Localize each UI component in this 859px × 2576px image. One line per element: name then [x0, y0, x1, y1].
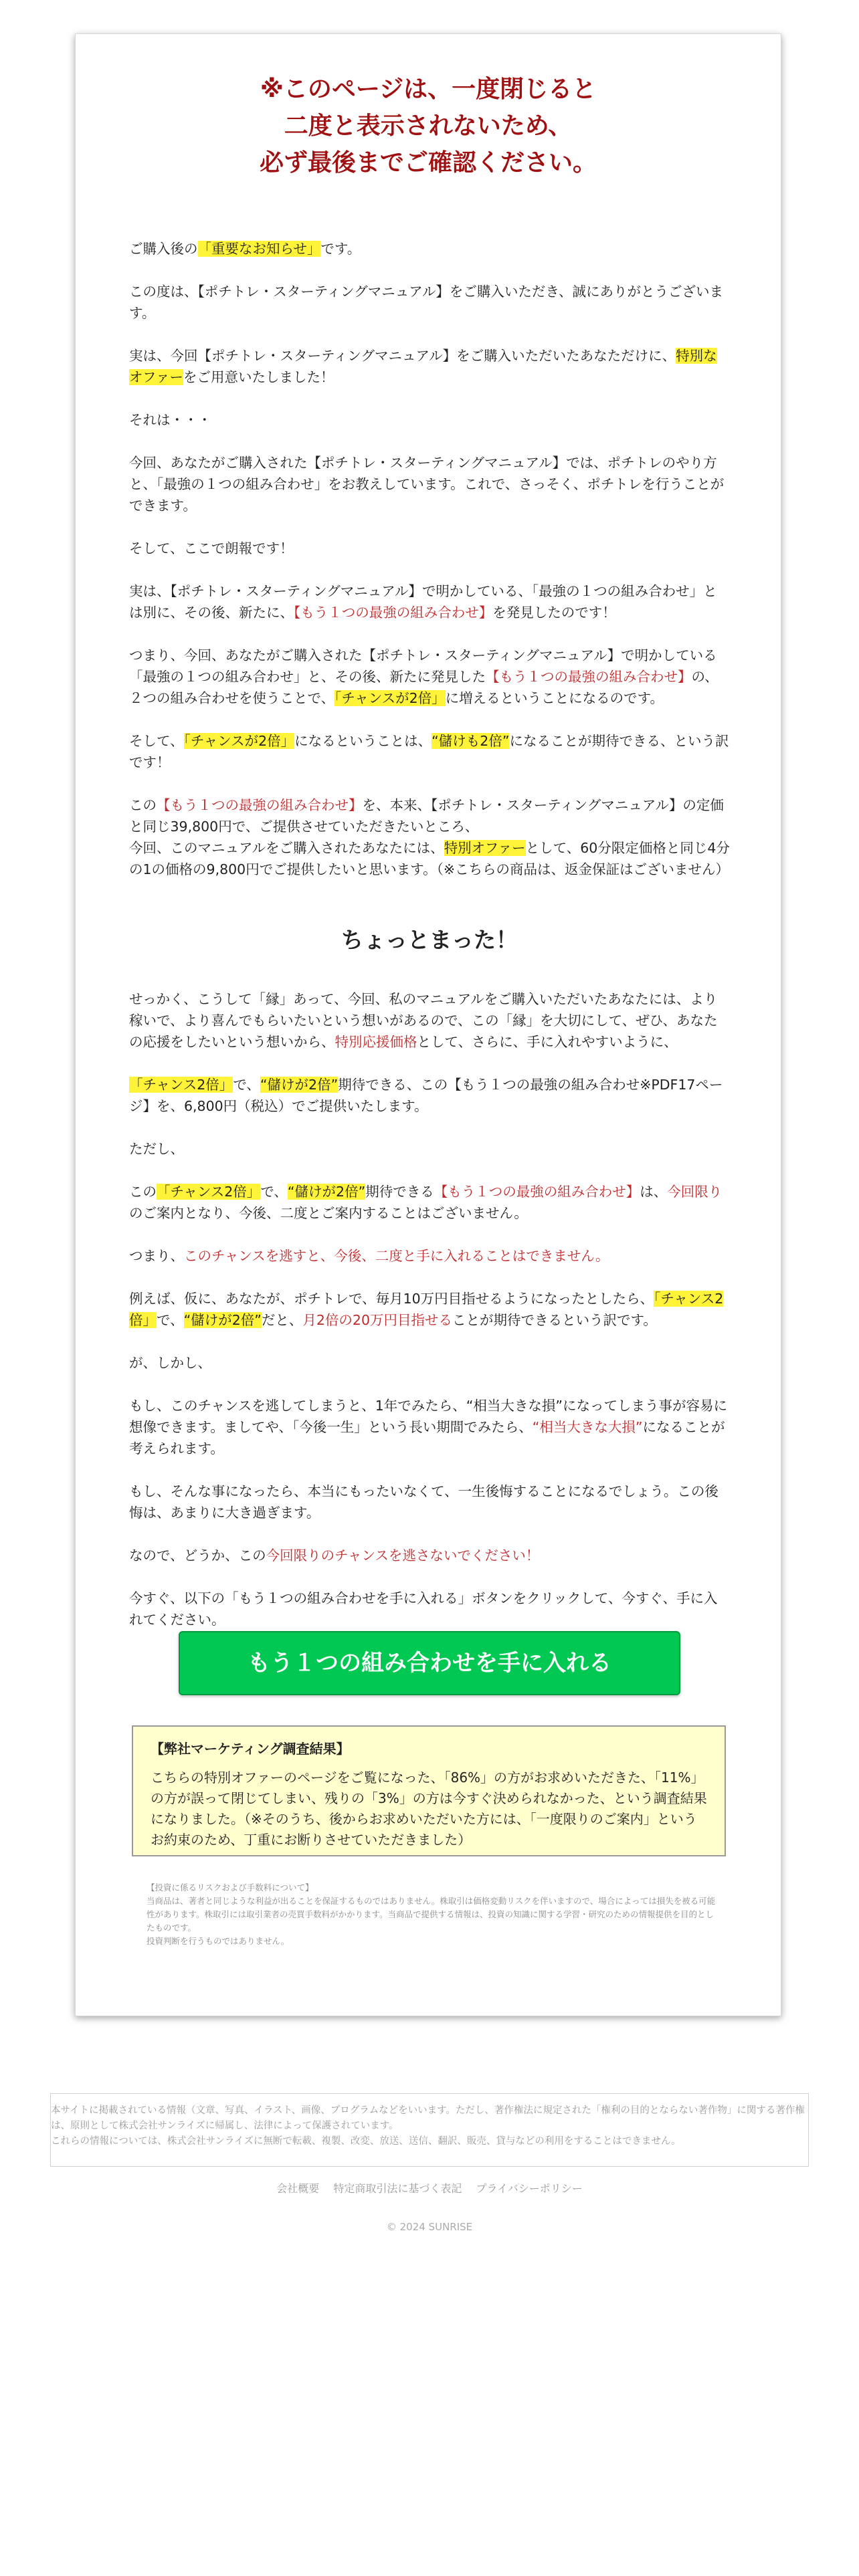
paragraph: つまり、このチャンスを逃すと、今後、二度と手に入れることはできません。: [129, 1248, 609, 1264]
paragraph: 例えば、仮に、あなたが、ポチトレで、毎月10万円目指せるようになったとしたら、「チャンス2倍」で、“儲けが2倍”だと、月2倍の20万円目指せることが期待できるという訳です。: [129, 1291, 724, 1328]
paragraph: もし、そんな事になったら、本当にもったいなくて、一生後悔することになるでしょう。この後悔は、あまりに大き過ぎます。: [129, 1483, 719, 1521]
footer-link-tokusho[interactable]: 特定商取引法に基づく表記: [333, 2182, 462, 2195]
footer-link-company[interactable]: 会社概要: [276, 2182, 320, 2195]
disclaimer-line-2: これらの情報については、株式会社サンライズに無断で転載、複製、改変、放送、送信、翻訳、販売、貸与などの利用をすることはできません。: [51, 2136, 681, 2147]
paragraph: この「チャンス2倍」で、“儲けが2倍”期待できる【もう１つの最強の組み合わせ】は、今回限りのご案内となり、今後、二度とご案内することはございません。: [129, 1184, 723, 1221]
paragraph: 今回、あなたがご購入された【ポチトレ・スターティングマニュアル】では、ポチトレのやり方と、「最強の１つの組み合わせ」をお教えしています。これで、さっそく、ポチトレを行うことができます。: [129, 455, 725, 514]
risk-note: 投資判断を行うものではありません。: [147, 1936, 290, 1946]
survey-title: 【弊社マーケティング調査結果】: [151, 1741, 350, 1757]
paragraph: そして、「チャンスが2倍」になるということは、“儲けも2倍”になることが期待できる、という訳です！: [129, 733, 729, 770]
paragraph: せっかく、こうして「縁」あって、今回、私のマニュアルをご購入いただいたあなたには、より稼いで、より喜んでもらいたいという想いがあるので、この「縁」を大切にして、ぜひ、あなたの応援をしたいという想いから、特別応援価格として、さらに、手に入れやすいように、: [129, 991, 718, 1050]
paragraph: 実は、今回【ポチトレ・スターティングマニュアル】をご購入いただいたあなただけに、特別なオファーをご用意いたしました！: [129, 348, 717, 385]
paragraph: つまり、今回、あなたがご購入された【ポチトレ・スターティングマニュアル】で明かしている「最強の１つの組み合わせ」と、その後、新たに発見した【もう１つの最強の組み合わせ】の、２つの組み合わせを使うことで、「チャンスが2倍」に増えるということになるのです。: [129, 647, 719, 706]
paragraph: ただし、: [129, 1141, 184, 1157]
section-subheading: ちょっとまった！: [341, 927, 518, 953]
risk-body: 当商品は、著者と同じような利益が出ることを保証するものではありません。株取引は価格変動リスクを伴いますので、場合によっては損失を被る可能性があります。株取引には取引業者の売買手数料がかかります。当商品で提供する情報は、投資の知識に関する学習・研究のための情報提供を目的としたものです。: [147, 1896, 716, 1933]
survey-body: こちらの特別オファーのページをご覧になった、「86%」の方がお求めいただきた、「11%」の方が誤って閉じてしまい、残りの「3%」の方は今すぐ決められなかった、という調査結果になりました。（※そのうち、後からお求めいただいた方には、「一度限りのご案内」というお約束のため、丁重にお断りさせていただきました）: [151, 1769, 707, 1848]
paragraph: ご購入後の「重要なお知らせ」です。: [129, 241, 361, 257]
sales-letter-card: [75, 33, 781, 2016]
headline-line-1: ※このページは、一度閉じると: [260, 76, 597, 103]
copyright-disclaimer: [50, 2093, 809, 2167]
paragraph: 「チャンス2倍」で、“儲けが2倍”期待できる、この【もう１つの最強の組み合わせ※PDF17ページ】を、6,800円（税込）でご提供いたします。: [129, 1077, 723, 1114]
paragraph: そして、ここで朗報です！: [129, 540, 294, 556]
buy-combination-button[interactable]: もう１つの組み合わせを手に入れる: [179, 1631, 680, 1695]
letter-body-part-1: [129, 238, 730, 901]
paragraph: もし、このチャンスを逃してしまうと、1年でみたら、“相当大きな損”になってしまう事が容易に想像できます。ましてや、「今後一生」という長い期間でみたら、“相当大きな大損”になることが考えられます。: [129, 1398, 728, 1457]
headline-line-3: 必ず最後までご確認ください。: [259, 149, 597, 177]
marketing-survey-box: [132, 1725, 726, 1856]
letter-body-part-2: [129, 920, 730, 1652]
paragraph: それは・・・: [129, 412, 211, 428]
paragraph: 実は、【ポチトレ・スターティングマニュアル】で明かしている、「最強の１つの組み合わせ」とは別に、その後、新たに、【もう１つの最強の組み合わせ】を発見したのです！: [129, 583, 717, 621]
paragraph: この度は、【ポチトレ・スターティングマニュアル】をご購入いただき、誠にありがとうございます。: [129, 284, 724, 321]
copyright-text: © 2024 SUNRISE: [386, 2221, 473, 2233]
paragraph: が、しかし、: [129, 1355, 211, 1371]
footer-link-privacy[interactable]: プライバシーポリシー: [476, 2182, 583, 2195]
page-headline: [76, 71, 781, 181]
disclaimer-line-1: 本サイトに掲載されている情報（文章、写真、イラスト、画像、プログラムなどをいいます。ただし、著作権法に規定された「権利の目的とならない著作物」に関する著作権は、原則として株式会社サンライズに帰属し、法律によって保護されています。: [51, 2105, 805, 2131]
paragraph: この【もう１つの最強の組み合わせ】を、本来、【ポチトレ・スターティングマニュアル】の定価と同じ39,800円で、ご提供させていただきたいところ、 今回、このマニュアルをご購入されたあなたには、特別オファーとして、60分限定価格と同じ4分の1の価格の9,800円でご提供したいと思います。（※こちらの商品は、返金保証はございません）: [129, 797, 730, 877]
paragraph: なので、どうか、この今回限りのチャンスを逃さないでください！: [129, 1547, 540, 1564]
paragraph: 今すぐ、以下の「もう１つの組み合わせを手に入れる」ボタンをクリックして、今すぐ、手に入れてください。: [129, 1590, 718, 1628]
risk-title: 【投資に係るリスクおよび手数料について】: [147, 1883, 314, 1893]
headline-line-2: 二度と表示されないため、: [284, 112, 573, 140]
risk-disclosure: [147, 1881, 722, 1948]
footer-nav: [0, 2180, 859, 2195]
